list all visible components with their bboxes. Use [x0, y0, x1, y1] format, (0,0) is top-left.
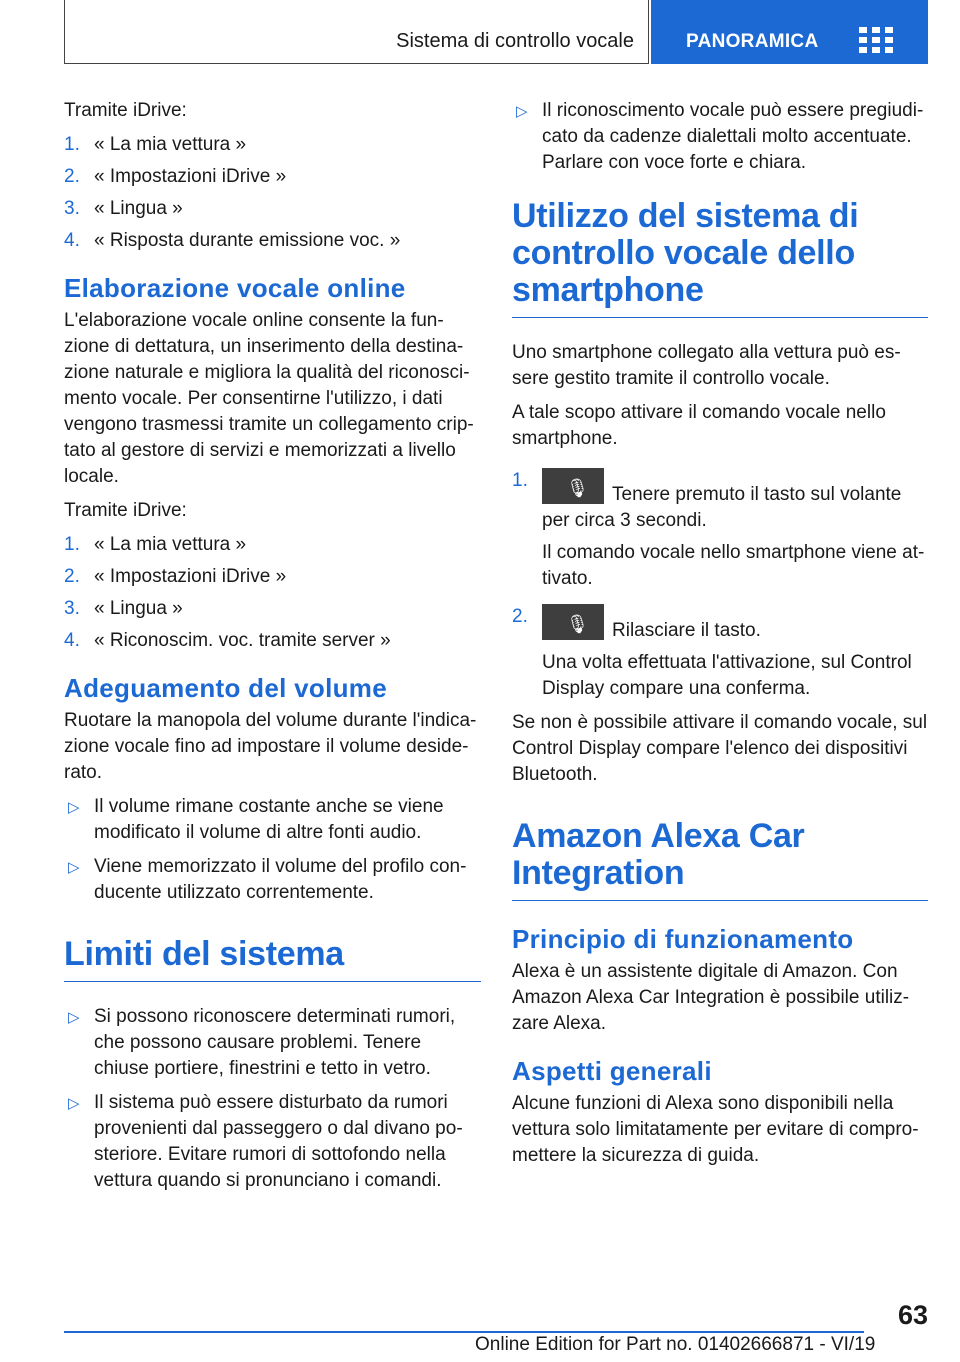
settings-list-2 — [64, 532, 481, 654]
page-header — [64, 0, 928, 64]
bullet-text: Si possono riconoscere determinati rumori, che possono causare problemi. Tenere chiuse portiere, finestrini e tetto in vetro. — [94, 1006, 456, 1079]
list-number: 4. — [64, 230, 80, 251]
panoramica-tab[interactable] — [651, 0, 928, 64]
list-number: 3. — [64, 198, 80, 219]
right-column — [512, 98, 928, 1177]
list-item — [64, 164, 481, 190]
smartphone-steps — [512, 468, 928, 702]
voice-button — [542, 604, 604, 640]
paragraph-smartphone-1: Uno smartphone collegato alla vettura può essere gestito tramite il controllo vocale. — [512, 342, 901, 389]
paragraph-principio: Alexa è un assistente digitale di Amazon. Con Amazon Alexa Car Integration è possibile utilizzare Alexa. — [512, 961, 910, 1034]
list-text: « Impostazioni iDrive » — [94, 166, 287, 187]
paragraph-aspetti: Alcune funzioni di Alexa sono disponibili nella vettura solo limitatamente per evitare di compromettere la sicurezza di guida. — [512, 1093, 919, 1166]
triangle-bullet-icon: ▷ — [516, 103, 528, 120]
heading-volume: Adeguamento del volume — [64, 673, 387, 703]
list-text: « La mia vettura » — [94, 134, 247, 155]
paragraph-smartphone-3: Se non è possibile attivare il comando vocale, sul Control Display compare l'elenco dei dispositivi Bluetooth. — [512, 712, 928, 785]
list-item — [64, 132, 481, 158]
list-item — [64, 228, 481, 254]
footer-divider — [64, 1331, 864, 1333]
list-text: « Lingua » — [94, 198, 183, 219]
limits-bullets — [64, 1004, 481, 1194]
microphone-icon: 🎙 — [566, 478, 589, 498]
bullet-item — [64, 854, 481, 906]
section-title: Sistema di controllo vocale — [396, 30, 634, 52]
triangle-bullet-icon: ▷ — [68, 1009, 80, 1026]
step-subtext: Il comando vocale nello smartphone viene attivato. — [542, 542, 925, 589]
heading-alexa: Amazon Alexa Car Integration — [512, 818, 928, 901]
list-item — [64, 564, 481, 590]
triangle-bullet-icon: ▷ — [68, 1095, 80, 1112]
list-item — [64, 628, 481, 654]
list-number: 1. — [64, 534, 80, 555]
triangle-bullet-icon: ▷ — [68, 799, 80, 816]
bullet-item — [64, 1090, 481, 1194]
list-text: « Lingua » — [94, 598, 183, 619]
step-item — [512, 604, 928, 702]
grid-menu-icon — [859, 27, 895, 54]
list-item — [64, 596, 481, 622]
step-number: 2. — [512, 606, 528, 627]
list-text: « La mia vettura » — [94, 534, 247, 555]
bullet-item — [64, 1004, 481, 1082]
paragraph-volume: Ruotare la manopola del volume durante l'indicazione vocale fino ad impostare il volume desiderato. — [64, 710, 477, 783]
step-subtext: Una volta effettuata l'attivazione, sul Control Display compare una conferma. — [542, 652, 912, 699]
list-item — [64, 196, 481, 222]
bullet-text: Il volume rimane costante anche se viene modificato il volume di altre fonti audio. — [94, 796, 444, 843]
microphone-icon: 🎙 — [566, 614, 589, 634]
paragraph-smartphone-2: A tale scopo attivare il comando vocale nello smartphone. — [512, 402, 886, 449]
list-number: 4. — [64, 630, 80, 651]
list-text: « Riconoscim. voc. tramite server » — [94, 630, 391, 651]
heading-principio: Principio di funzionamento — [512, 924, 854, 954]
settings-list-1 — [64, 132, 481, 254]
heading-limiti: Limiti del sistema — [64, 936, 481, 982]
edition-text: Online Edition for Part no. 01402666871 - VI/19 — [475, 1334, 876, 1355]
list-number: 3. — [64, 598, 80, 619]
left-column — [64, 98, 481, 1202]
list-text: « Impostazioni iDrive » — [94, 566, 287, 587]
intro-text: Tramite iDrive: — [64, 100, 187, 121]
list-text: « Risposta durante emissione voc. » — [94, 230, 401, 251]
page-number: 63 — [897, 1300, 928, 1330]
list-number: 2. — [64, 566, 80, 587]
intro-text: Tramite iDrive: — [64, 500, 187, 521]
volume-bullets — [64, 794, 481, 906]
section-title-box — [64, 0, 649, 64]
bullet-text: Il sistema può essere disturbato da rumori provenienti dal passeggero o dal divano posteriore. Evitare rumori di sottofondo nella vettura quando si pronunciano i comandi. — [94, 1092, 463, 1191]
paragraph-online: L'elaborazione vocale online consente la funzione di dettatura, un inserimento della destinazione naturale e migliora la qualità del riconoscimento vocale. Per consentirne l'utilizzo, i dati vengono trasmessi tramite un collegamento criptato al gestore di servizi e memorizzati a livello locale. — [64, 310, 474, 487]
heading-smartphone: Utilizzo del sistema di controllo vocale dello smartphone — [512, 198, 928, 318]
bullet-text: Viene memorizzato il volume del profilo conducente utilizzato correntemente. — [94, 856, 467, 903]
list-number: 2. — [64, 166, 80, 187]
step-text: Rilasciare il tasto. — [612, 620, 761, 641]
panoramica-label: PANORAMICA — [686, 31, 819, 52]
list-number: 1. — [64, 134, 80, 155]
heading-aspetti: Aspetti generali — [512, 1056, 712, 1086]
step-item — [512, 468, 928, 592]
voice-button — [542, 468, 604, 504]
step-number: 1. — [512, 470, 528, 491]
bullet-text: Il riconoscimento vocale può essere pregiudicato da cadenze dialettali molto accentuate. Parlare con voce forte e chiara. — [542, 100, 924, 173]
dialect-bullet — [512, 98, 928, 176]
step-text: Tenere premuto il tasto sul volante per circa 3 secondi. — [542, 484, 902, 531]
list-item — [64, 532, 481, 558]
bullet-item — [64, 794, 481, 846]
bullet-item — [512, 98, 928, 176]
heading-online: Elaborazione vocale online — [64, 273, 406, 303]
triangle-bullet-icon: ▷ — [68, 859, 80, 876]
